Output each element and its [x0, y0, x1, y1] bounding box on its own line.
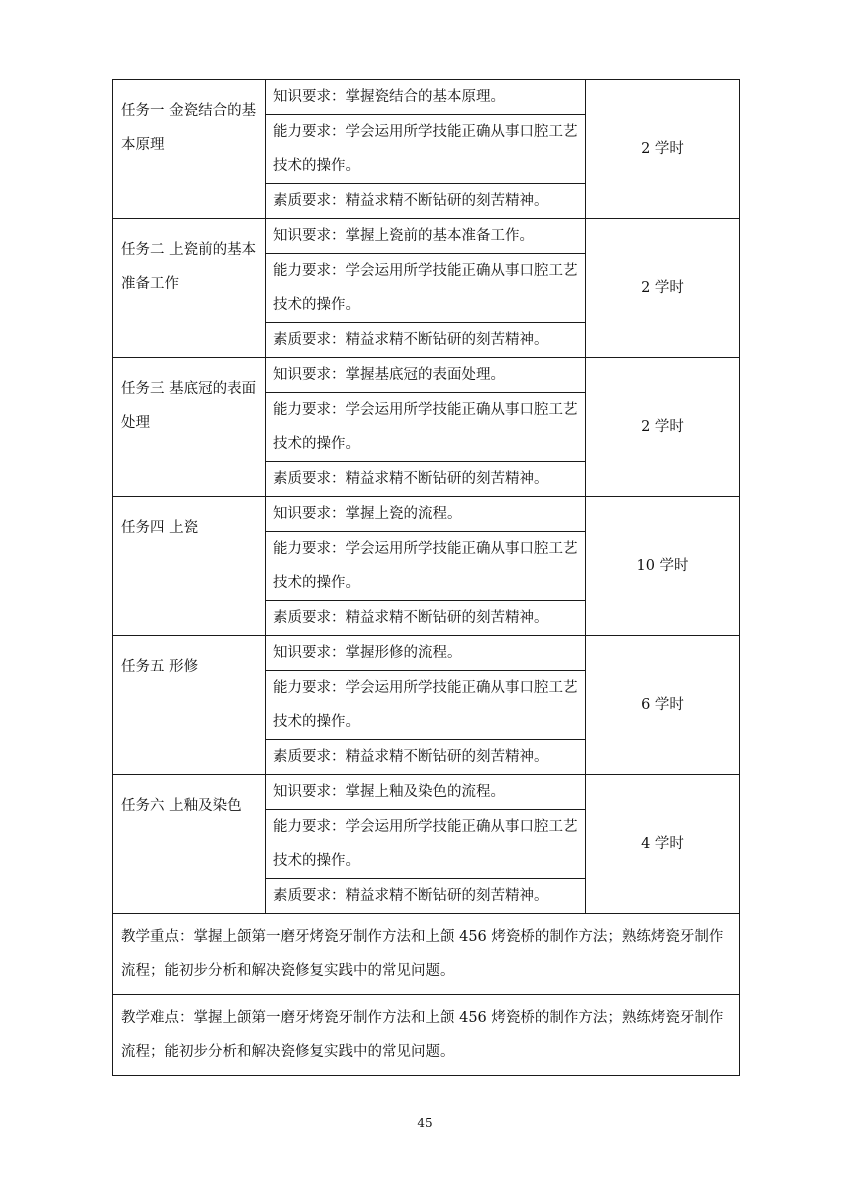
knowledge-requirement: 知识要求：掌握上瓷的流程。: [266, 497, 586, 532]
teaching-difficulty: 教学难点：掌握上颌第一磨牙烤瓷牙制作方法和上颌 456 烤瓷桥的制作方法；熟练烤瓷牙制作流程；能初步分析和解决瓷修复实践中的常见问题。: [113, 995, 740, 1076]
quality-requirement: 素质要求：精益求精不断钻研的刻苦精神。: [266, 601, 586, 636]
page-number: 45: [417, 1116, 433, 1130]
task-name: 任务三 基底冠的表面处理: [113, 358, 266, 497]
task-name: 任务一 金瓷结合的基本原理: [113, 80, 266, 219]
task-row: [113, 636, 740, 671]
ability-requirement: 能力要求：学会运用所学技能正确从事口腔工艺技术的操作。: [266, 671, 586, 740]
task-row: [113, 358, 740, 393]
curriculum-table: [112, 79, 740, 1076]
task-name: 任务四 上瓷: [113, 497, 266, 636]
task-hours: 10 学时: [586, 497, 740, 636]
quality-requirement: 素质要求：精益求精不断钻研的刻苦精神。: [266, 323, 586, 358]
teaching-focus: 教学重点：掌握上颌第一磨牙烤瓷牙制作方法和上颌 456 烤瓷桥的制作方法；熟练烤瓷牙制作流程；能初步分析和解决瓷修复实践中的常见问题。: [113, 914, 740, 995]
task-hours: 6 学时: [586, 636, 740, 775]
ability-requirement: 能力要求：学会运用所学技能正确从事口腔工艺技术的操作。: [266, 532, 586, 601]
task-name: 任务五 形修: [113, 636, 266, 775]
quality-requirement: 素质要求：精益求精不断钻研的刻苦精神。: [266, 740, 586, 775]
ability-requirement: 能力要求：学会运用所学技能正确从事口腔工艺技术的操作。: [266, 393, 586, 462]
task-hours: 2 学时: [586, 80, 740, 219]
difficulty-row: [113, 995, 740, 1076]
knowledge-requirement: 知识要求：掌握上瓷前的基本准备工作。: [266, 219, 586, 254]
task-hours: 4 学时: [586, 775, 740, 914]
knowledge-requirement: 知识要求：掌握上釉及染色的流程。: [266, 775, 586, 810]
focus-row: [113, 914, 740, 995]
task-row: [113, 219, 740, 254]
task-hours: 2 学时: [586, 358, 740, 497]
task-hours: 2 学时: [586, 219, 740, 358]
quality-requirement: 素质要求：精益求精不断钻研的刻苦精神。: [266, 462, 586, 497]
task-row: [113, 80, 740, 115]
quality-requirement: 素质要求：精益求精不断钻研的刻苦精神。: [266, 184, 586, 219]
table-body: [113, 80, 740, 1076]
knowledge-requirement: 知识要求：掌握瓷结合的基本原理。: [266, 80, 586, 115]
ability-requirement: 能力要求：学会运用所学技能正确从事口腔工艺技术的操作。: [266, 810, 586, 879]
task-row: [113, 497, 740, 532]
knowledge-requirement: 知识要求：掌握基底冠的表面处理。: [266, 358, 586, 393]
task-row: [113, 775, 740, 810]
task-name: 任务二 上瓷前的基本准备工作: [113, 219, 266, 358]
task-name: 任务六 上釉及染色: [113, 775, 266, 914]
ability-requirement: 能力要求：学会运用所学技能正确从事口腔工艺技术的操作。: [266, 254, 586, 323]
ability-requirement: 能力要求：学会运用所学技能正确从事口腔工艺技术的操作。: [266, 115, 586, 184]
quality-requirement: 素质要求：精益求精不断钻研的刻苦精神。: [266, 879, 586, 914]
knowledge-requirement: 知识要求：掌握形修的流程。: [266, 636, 586, 671]
